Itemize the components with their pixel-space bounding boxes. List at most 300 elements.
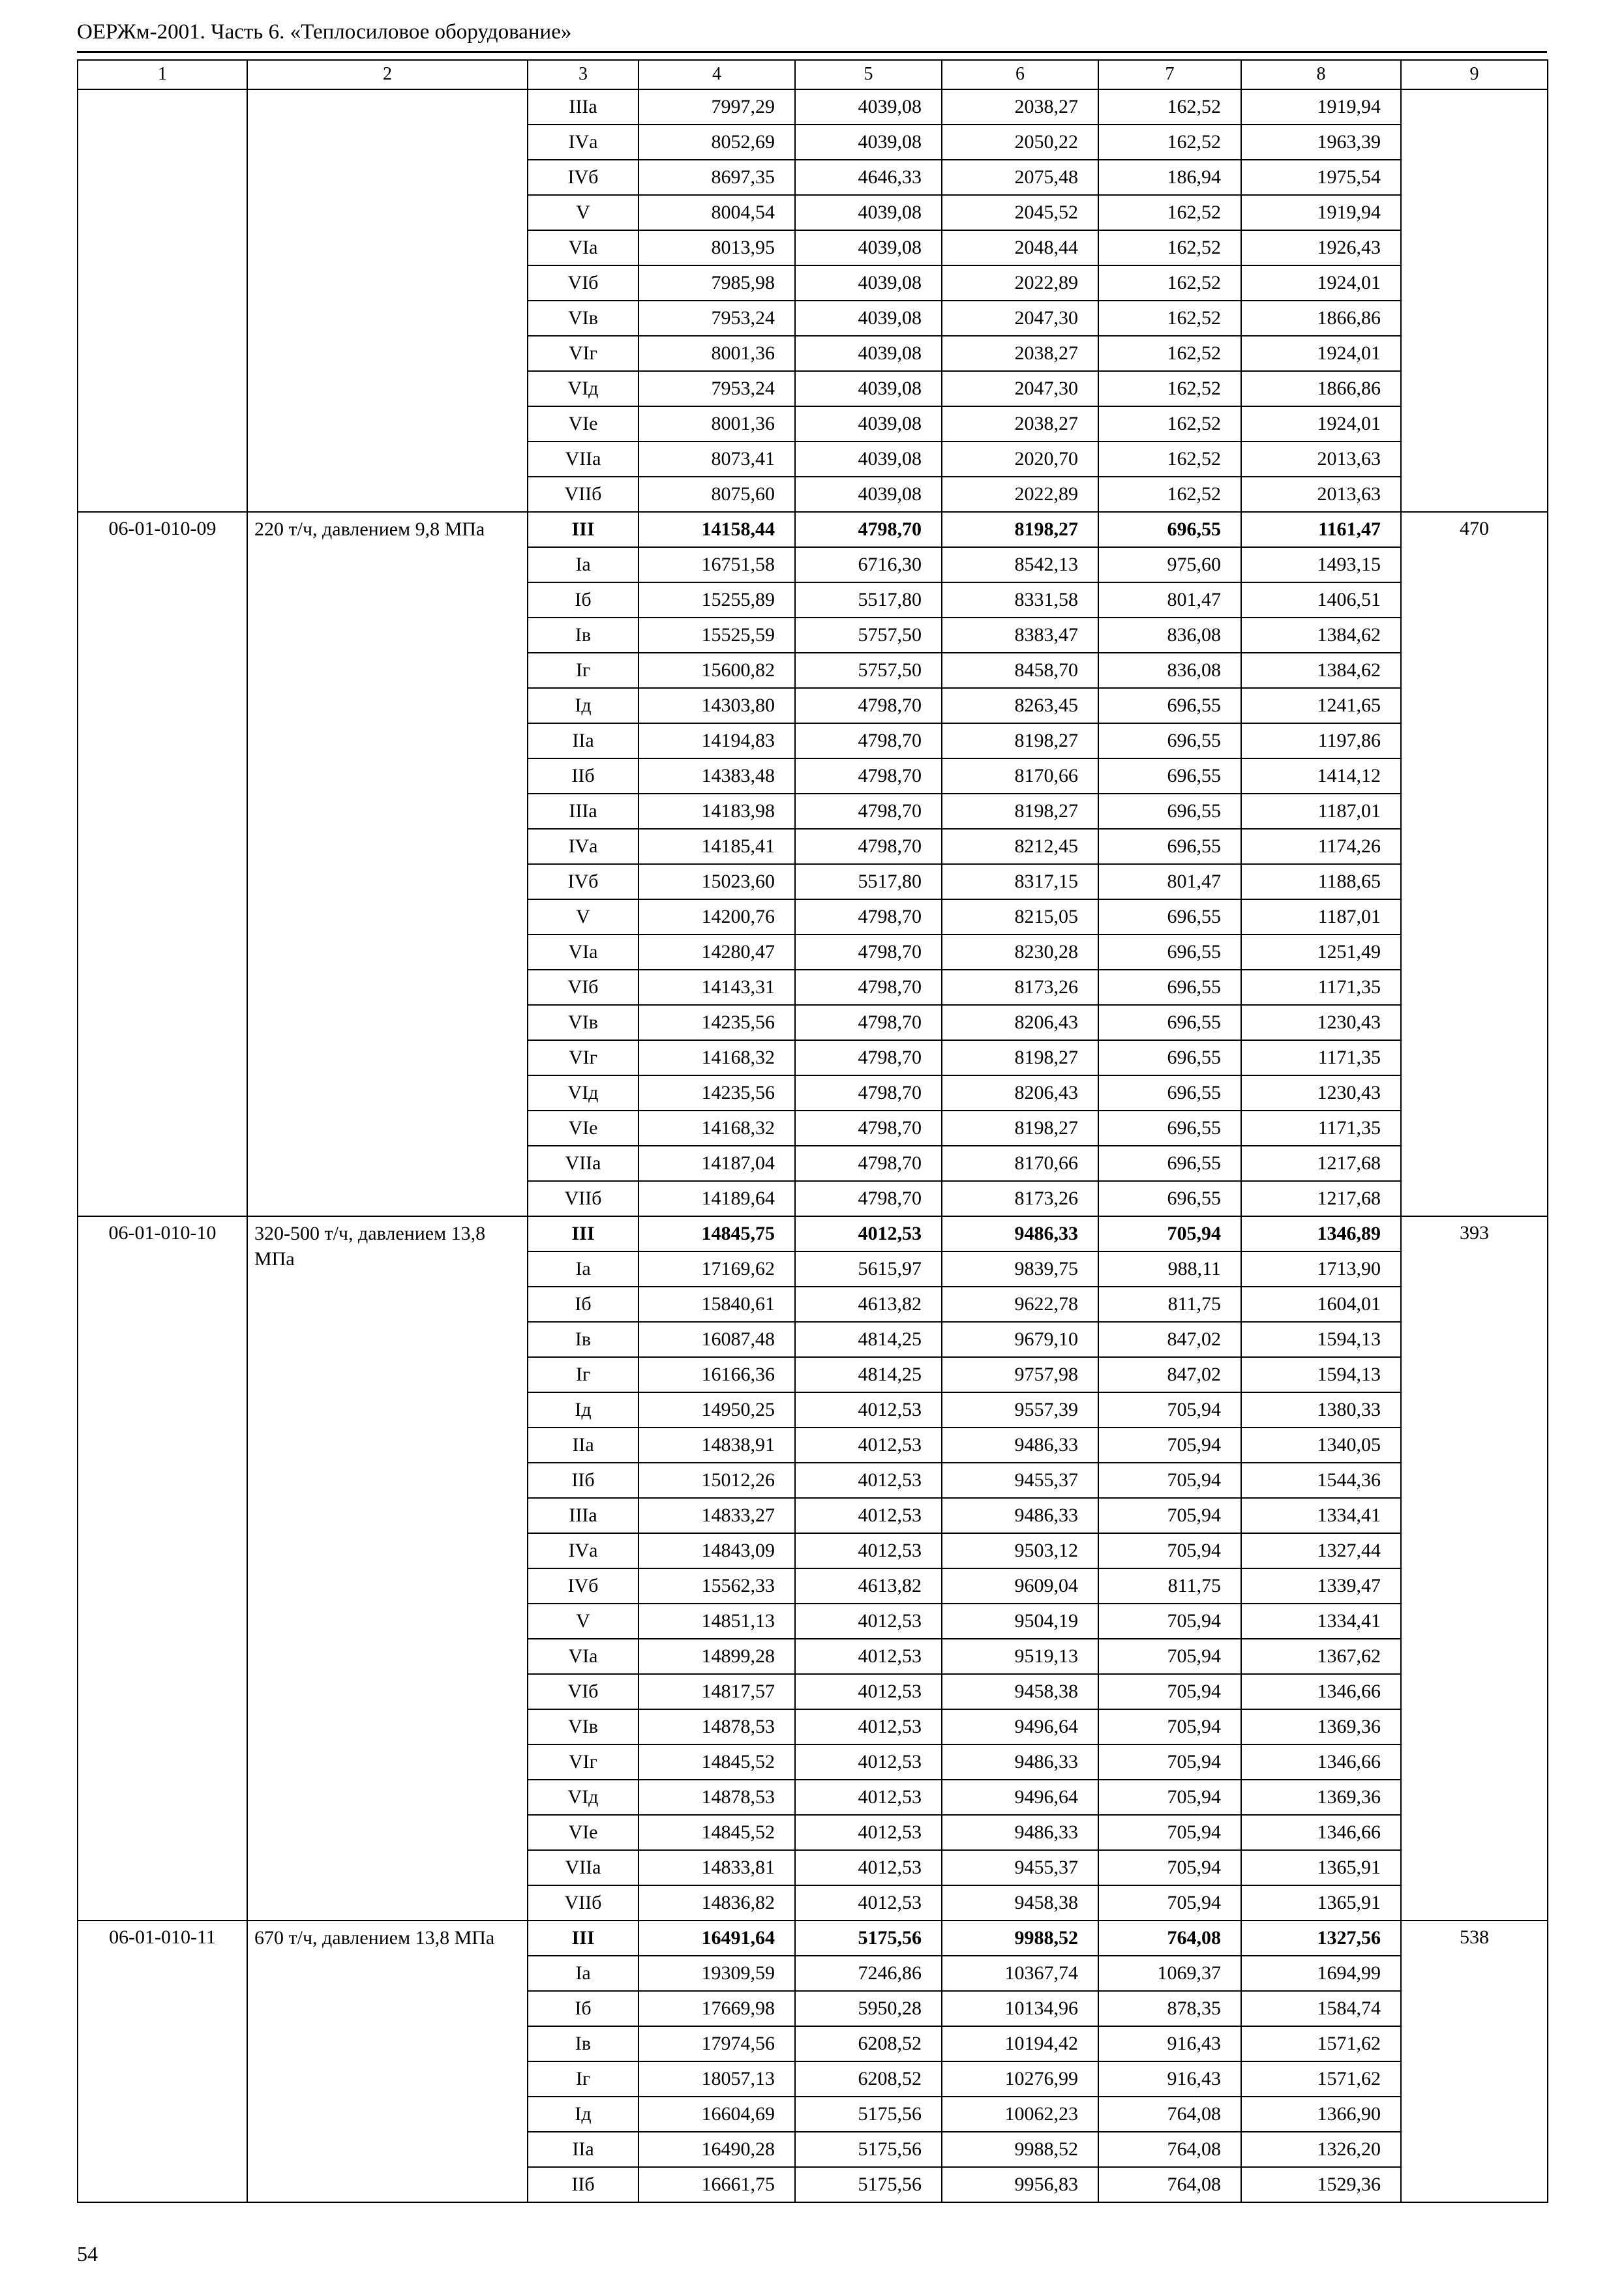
value-cell: 4039,08: [795, 441, 942, 477]
value-cell: 162,52: [1098, 195, 1241, 230]
value-cell: 162,52: [1098, 336, 1241, 371]
value-cell: 6208,52: [795, 2026, 942, 2061]
zone-cell: III: [528, 1216, 639, 1251]
zone-cell: Iа: [528, 547, 639, 582]
value-cell: 8206,43: [942, 1075, 1098, 1111]
value-cell: 15600,82: [639, 653, 795, 688]
value-cell: 4613,82: [795, 1568, 942, 1604]
value-cell: 1571,62: [1241, 2061, 1401, 2097]
value-cell: 696,55: [1098, 794, 1241, 829]
value-cell: 9486,33: [942, 1815, 1098, 1850]
value-cell: 18057,13: [639, 2061, 795, 2097]
value-cell: 1924,01: [1241, 336, 1401, 371]
value-cell: 2075,48: [942, 160, 1098, 195]
value-cell: 705,94: [1098, 1815, 1241, 1850]
zone-cell: V: [528, 1604, 639, 1639]
value-cell: 705,94: [1098, 1498, 1241, 1533]
zone-cell: VIIа: [528, 1146, 639, 1181]
value-cell: 4814,25: [795, 1322, 942, 1357]
value-cell: 15562,33: [639, 1568, 795, 1604]
value-cell: 9757,98: [942, 1357, 1098, 1392]
zone-cell: VIб: [528, 1674, 639, 1709]
value-cell: 4039,08: [795, 301, 942, 336]
col9-cell: 393: [1401, 1216, 1548, 1921]
zone-cell: V: [528, 899, 639, 935]
rate-code-cell: 06-01-010-10: [78, 1216, 247, 1921]
value-cell: 4012,53: [795, 1815, 942, 1850]
zone-cell: Iг: [528, 2061, 639, 2097]
value-cell: 8073,41: [639, 441, 795, 477]
value-cell: 1366,90: [1241, 2097, 1401, 2132]
zone-cell: VIг: [528, 1744, 639, 1780]
value-cell: 14303,80: [639, 688, 795, 723]
value-cell: 2020,70: [942, 441, 1098, 477]
value-cell: 4039,08: [795, 265, 942, 301]
zone-cell: Iб: [528, 582, 639, 618]
rate-description-cell: 220 т/ч, давлением 9,8 МПа: [247, 512, 528, 1216]
value-cell: 847,02: [1098, 1357, 1241, 1392]
value-cell: 8206,43: [942, 1005, 1098, 1040]
value-cell: 705,94: [1098, 1604, 1241, 1639]
value-cell: 1346,66: [1241, 1744, 1401, 1780]
value-cell: 1866,86: [1241, 371, 1401, 406]
value-cell: 2013,63: [1241, 477, 1401, 512]
value-cell: 9622,78: [942, 1287, 1098, 1322]
value-cell: 4039,08: [795, 89, 942, 125]
value-cell: 14235,56: [639, 1005, 795, 1040]
value-cell: 5517,80: [795, 582, 942, 618]
zone-cell: Iд: [528, 2097, 639, 2132]
value-cell: 14843,09: [639, 1533, 795, 1568]
value-cell: 9557,39: [942, 1392, 1098, 1428]
value-cell: 705,94: [1098, 1428, 1241, 1463]
value-cell: 1217,68: [1241, 1181, 1401, 1216]
value-cell: 705,94: [1098, 1216, 1241, 1251]
value-cell: 10194,42: [942, 2026, 1098, 2061]
value-cell: 2048,44: [942, 230, 1098, 265]
value-cell: 8001,36: [639, 336, 795, 371]
value-cell: 14235,56: [639, 1075, 795, 1111]
value-cell: 2038,27: [942, 89, 1098, 125]
value-cell: 4798,70: [795, 935, 942, 970]
zone-cell: IVб: [528, 160, 639, 195]
value-cell: 186,94: [1098, 160, 1241, 195]
value-cell: 9486,33: [942, 1428, 1098, 1463]
value-cell: 811,75: [1098, 1287, 1241, 1322]
value-cell: 1171,35: [1241, 1111, 1401, 1146]
value-cell: 9458,38: [942, 1885, 1098, 1921]
value-cell: 1924,01: [1241, 265, 1401, 301]
running-head: ОЕРЖм-2001. Часть 6. «Теплосиловое оборудование»: [77, 20, 1547, 53]
value-cell: 9956,83: [942, 2167, 1098, 2202]
value-cell: 847,02: [1098, 1322, 1241, 1357]
value-cell: 696,55: [1098, 1040, 1241, 1075]
value-cell: 162,52: [1098, 265, 1241, 301]
value-cell: 1924,01: [1241, 406, 1401, 441]
value-cell: 10367,74: [942, 1956, 1098, 1991]
zone-cell: VIб: [528, 265, 639, 301]
value-cell: 4039,08: [795, 406, 942, 441]
value-cell: 15023,60: [639, 864, 795, 899]
value-cell: 9496,64: [942, 1780, 1098, 1815]
value-cell: 1327,56: [1241, 1921, 1401, 1956]
value-cell: 4012,53: [795, 1498, 942, 1533]
value-cell: 8198,27: [942, 1040, 1098, 1075]
value-cell: 9496,64: [942, 1709, 1098, 1744]
value-cell: 9455,37: [942, 1463, 1098, 1498]
column-number-8: 8: [1241, 60, 1401, 89]
value-cell: 1174,26: [1241, 829, 1401, 864]
zone-cell: IIб: [528, 2167, 639, 2202]
value-cell: 4012,53: [795, 1780, 942, 1815]
zone-cell: Iд: [528, 688, 639, 723]
value-cell: 4012,53: [795, 1674, 942, 1709]
rate-description-cell: [247, 89, 528, 512]
value-cell: 162,52: [1098, 371, 1241, 406]
value-cell: 1694,99: [1241, 1956, 1401, 1991]
value-cell: 8004,54: [639, 195, 795, 230]
value-cell: 8458,70: [942, 653, 1098, 688]
value-cell: 4039,08: [795, 336, 942, 371]
value-cell: 4012,53: [795, 1216, 942, 1251]
zone-cell: Iг: [528, 653, 639, 688]
value-cell: 696,55: [1098, 758, 1241, 794]
column-number-1: 1: [78, 60, 247, 89]
value-cell: 1339,47: [1241, 1568, 1401, 1604]
value-cell: 975,60: [1098, 547, 1241, 582]
rate-description-cell: 320-500 т/ч, давлением 13,8 МПа: [247, 1216, 528, 1921]
value-cell: 14878,53: [639, 1709, 795, 1744]
column-number-7: 7: [1098, 60, 1241, 89]
value-cell: 4798,70: [795, 758, 942, 794]
value-cell: 8230,28: [942, 935, 1098, 970]
value-cell: 1251,49: [1241, 935, 1401, 970]
value-cell: 705,94: [1098, 1639, 1241, 1674]
zone-cell: Iв: [528, 618, 639, 653]
value-cell: 1544,36: [1241, 1463, 1401, 1498]
value-cell: 14836,82: [639, 1885, 795, 1921]
table-row: [78, 512, 1548, 547]
value-cell: 1713,90: [1241, 1251, 1401, 1287]
value-cell: 696,55: [1098, 935, 1241, 970]
col9-cell: 538: [1401, 1921, 1548, 2202]
value-cell: 19309,59: [639, 1956, 795, 1991]
value-cell: 9988,52: [942, 2132, 1098, 2167]
zone-cell: IIа: [528, 1428, 639, 1463]
value-cell: 1171,35: [1241, 1040, 1401, 1075]
zone-cell: Iб: [528, 1287, 639, 1322]
value-cell: 14183,98: [639, 794, 795, 829]
zone-cell: VIIб: [528, 1885, 639, 1921]
zone-cell: VIIа: [528, 441, 639, 477]
zone-cell: Iа: [528, 1956, 639, 1991]
table-row: [78, 1216, 1548, 1251]
value-cell: 1594,13: [1241, 1322, 1401, 1357]
value-cell: 10062,23: [942, 2097, 1098, 2132]
value-cell: 8052,69: [639, 125, 795, 160]
value-cell: 7246,86: [795, 1956, 942, 1991]
value-cell: 4814,25: [795, 1357, 942, 1392]
value-cell: 764,08: [1098, 2167, 1241, 2202]
value-cell: 4012,53: [795, 1639, 942, 1674]
zone-cell: IIа: [528, 723, 639, 758]
value-cell: 4039,08: [795, 230, 942, 265]
value-cell: 4012,53: [795, 1392, 942, 1428]
value-cell: 162,52: [1098, 406, 1241, 441]
column-number-row: [78, 60, 1548, 89]
zone-cell: VIе: [528, 1815, 639, 1850]
zone-cell: VIв: [528, 301, 639, 336]
column-number-3: 3: [528, 60, 639, 89]
value-cell: 1975,54: [1241, 160, 1401, 195]
value-cell: 4039,08: [795, 125, 942, 160]
zone-cell: VIа: [528, 230, 639, 265]
value-cell: 1334,41: [1241, 1498, 1401, 1533]
zone-cell: IVа: [528, 125, 639, 160]
value-cell: 16661,75: [639, 2167, 795, 2202]
value-cell: 4646,33: [795, 160, 942, 195]
value-cell: 4012,53: [795, 1885, 942, 1921]
zone-cell: IVа: [528, 829, 639, 864]
value-cell: 5757,50: [795, 653, 942, 688]
zone-cell: VIб: [528, 970, 639, 1005]
value-cell: 10276,99: [942, 2061, 1098, 2097]
column-number-5: 5: [795, 60, 942, 89]
value-cell: 8697,35: [639, 160, 795, 195]
value-cell: 14200,76: [639, 899, 795, 935]
value-cell: 2022,89: [942, 265, 1098, 301]
value-cell: 4798,70: [795, 1005, 942, 1040]
value-cell: 8198,27: [942, 723, 1098, 758]
value-cell: 1414,12: [1241, 758, 1401, 794]
value-cell: 14899,28: [639, 1639, 795, 1674]
value-cell: 14950,25: [639, 1392, 795, 1428]
zone-cell: IIа: [528, 2132, 639, 2167]
value-cell: 9679,10: [942, 1322, 1098, 1357]
value-cell: 8001,36: [639, 406, 795, 441]
value-cell: 696,55: [1098, 723, 1241, 758]
value-cell: 5950,28: [795, 1991, 942, 2026]
column-number-9: 9: [1401, 60, 1548, 89]
value-cell: 4798,70: [795, 1040, 942, 1075]
value-cell: 4012,53: [795, 1709, 942, 1744]
value-cell: 14833,81: [639, 1850, 795, 1885]
value-cell: 1161,47: [1241, 512, 1401, 547]
value-cell: 696,55: [1098, 1181, 1241, 1216]
value-cell: 1584,74: [1241, 1991, 1401, 2026]
value-cell: 14168,32: [639, 1111, 795, 1146]
zone-cell: IVб: [528, 1568, 639, 1604]
value-cell: 764,08: [1098, 2097, 1241, 2132]
value-cell: 916,43: [1098, 2026, 1241, 2061]
value-cell: 5757,50: [795, 618, 942, 653]
value-cell: 4798,70: [795, 970, 942, 1005]
value-cell: 14383,48: [639, 758, 795, 794]
value-cell: 1346,89: [1241, 1216, 1401, 1251]
value-cell: 7997,29: [639, 89, 795, 125]
value-cell: 705,94: [1098, 1744, 1241, 1780]
value-cell: 14185,41: [639, 829, 795, 864]
value-cell: 1406,51: [1241, 582, 1401, 618]
value-cell: 1380,33: [1241, 1392, 1401, 1428]
value-cell: 15012,26: [639, 1463, 795, 1498]
value-cell: 1529,36: [1241, 2167, 1401, 2202]
value-cell: 2013,63: [1241, 441, 1401, 477]
value-cell: 4798,70: [795, 899, 942, 935]
value-cell: 4798,70: [795, 1111, 942, 1146]
value-cell: 16166,36: [639, 1357, 795, 1392]
value-cell: 9486,33: [942, 1498, 1098, 1533]
value-cell: 4798,70: [795, 1181, 942, 1216]
value-cell: 8170,66: [942, 1146, 1098, 1181]
table-row: [78, 89, 1548, 125]
value-cell: 5517,80: [795, 864, 942, 899]
value-cell: 10134,96: [942, 1991, 1098, 2026]
value-cell: 17169,62: [639, 1251, 795, 1287]
value-cell: 9504,19: [942, 1604, 1098, 1639]
zone-cell: IVа: [528, 1533, 639, 1568]
value-cell: 1346,66: [1241, 1674, 1401, 1709]
value-cell: 14845,52: [639, 1815, 795, 1850]
value-cell: 696,55: [1098, 1146, 1241, 1181]
value-cell: 2022,89: [942, 477, 1098, 512]
value-cell: 7953,24: [639, 301, 795, 336]
value-cell: 988,11: [1098, 1251, 1241, 1287]
value-cell: 1926,43: [1241, 230, 1401, 265]
value-cell: 4012,53: [795, 1744, 942, 1780]
value-cell: 8383,47: [942, 618, 1098, 653]
value-cell: 811,75: [1098, 1568, 1241, 1604]
column-number-4: 4: [639, 60, 795, 89]
value-cell: 17974,56: [639, 2026, 795, 2061]
zone-cell: VIа: [528, 1639, 639, 1674]
value-cell: 696,55: [1098, 970, 1241, 1005]
zone-cell: VIг: [528, 336, 639, 371]
value-cell: 9503,12: [942, 1533, 1098, 1568]
zone-cell: IIIа: [528, 89, 639, 125]
value-cell: 1369,36: [1241, 1709, 1401, 1744]
value-cell: 4012,53: [795, 1604, 942, 1639]
value-cell: 14168,32: [639, 1040, 795, 1075]
value-cell: 14194,83: [639, 723, 795, 758]
value-cell: 2038,27: [942, 336, 1098, 371]
value-cell: 14280,47: [639, 935, 795, 970]
rates-table: [77, 59, 1548, 2203]
value-cell: 14845,75: [639, 1216, 795, 1251]
value-cell: 15255,89: [639, 582, 795, 618]
value-cell: 1384,62: [1241, 618, 1401, 653]
value-cell: 696,55: [1098, 512, 1241, 547]
value-cell: 1346,66: [1241, 1815, 1401, 1850]
value-cell: 162,52: [1098, 89, 1241, 125]
value-cell: 5175,56: [795, 1921, 942, 1956]
value-cell: 162,52: [1098, 477, 1241, 512]
value-cell: 9458,38: [942, 1674, 1098, 1709]
value-cell: 8173,26: [942, 1181, 1098, 1216]
value-cell: 705,94: [1098, 1463, 1241, 1498]
value-cell: 9609,04: [942, 1568, 1098, 1604]
value-cell: 5175,56: [795, 2097, 942, 2132]
value-cell: 696,55: [1098, 899, 1241, 935]
value-cell: 696,55: [1098, 688, 1241, 723]
value-cell: 705,94: [1098, 1674, 1241, 1709]
value-cell: 1963,39: [1241, 125, 1401, 160]
col9-cell: [1401, 89, 1548, 512]
value-cell: 8317,15: [942, 864, 1098, 899]
value-cell: 1384,62: [1241, 653, 1401, 688]
value-cell: 801,47: [1098, 864, 1241, 899]
zone-cell: VIд: [528, 1075, 639, 1111]
value-cell: 4798,70: [795, 829, 942, 864]
value-cell: 4039,08: [795, 371, 942, 406]
value-cell: 2047,30: [942, 301, 1098, 336]
value-cell: 9455,37: [942, 1850, 1098, 1885]
value-cell: 8198,27: [942, 1111, 1098, 1146]
value-cell: 1340,05: [1241, 1428, 1401, 1463]
zone-cell: VIв: [528, 1709, 639, 1744]
zone-cell: Iв: [528, 1322, 639, 1357]
column-number-6: 6: [942, 60, 1098, 89]
value-cell: 696,55: [1098, 829, 1241, 864]
value-cell: 8075,60: [639, 477, 795, 512]
zone-cell: IVб: [528, 864, 639, 899]
zone-cell: IIIа: [528, 794, 639, 829]
value-cell: 8212,45: [942, 829, 1098, 864]
value-cell: 4039,08: [795, 195, 942, 230]
value-cell: 1334,41: [1241, 1604, 1401, 1639]
zone-cell: VIд: [528, 371, 639, 406]
value-cell: 14851,13: [639, 1604, 795, 1639]
value-cell: 1188,65: [1241, 864, 1401, 899]
zone-cell: III: [528, 1921, 639, 1956]
rate-code-cell: [78, 89, 247, 512]
value-cell: 14845,52: [639, 1744, 795, 1780]
value-cell: 1171,35: [1241, 970, 1401, 1005]
value-cell: 836,08: [1098, 618, 1241, 653]
value-cell: 162,52: [1098, 301, 1241, 336]
value-cell: 705,94: [1098, 1850, 1241, 1885]
value-cell: 696,55: [1098, 1005, 1241, 1040]
value-cell: 8215,05: [942, 899, 1098, 935]
value-cell: 2045,52: [942, 195, 1098, 230]
value-cell: 8198,27: [942, 512, 1098, 547]
rate-description-cell: 670 т/ч, давлением 13,8 МПа: [247, 1921, 528, 2202]
value-cell: 705,94: [1098, 1392, 1241, 1428]
value-cell: 8173,26: [942, 970, 1098, 1005]
value-cell: 696,55: [1098, 1075, 1241, 1111]
value-cell: 4012,53: [795, 1850, 942, 1885]
value-cell: 1919,94: [1241, 195, 1401, 230]
value-cell: 6208,52: [795, 2061, 942, 2097]
value-cell: 705,94: [1098, 1885, 1241, 1921]
value-cell: 1604,01: [1241, 1287, 1401, 1322]
value-cell: 5175,56: [795, 2132, 942, 2167]
zone-cell: VIе: [528, 1111, 639, 1146]
value-cell: 6716,30: [795, 547, 942, 582]
value-cell: 14143,31: [639, 970, 795, 1005]
value-cell: 14838,91: [639, 1428, 795, 1463]
zone-cell: Iб: [528, 1991, 639, 2026]
value-cell: 764,08: [1098, 2132, 1241, 2167]
zone-cell: IIб: [528, 1463, 639, 1498]
value-cell: 14187,04: [639, 1146, 795, 1181]
value-cell: 162,52: [1098, 125, 1241, 160]
value-cell: 15525,59: [639, 618, 795, 653]
value-cell: 1187,01: [1241, 899, 1401, 935]
zone-cell: V: [528, 195, 639, 230]
zone-cell: Iд: [528, 1392, 639, 1428]
zone-cell: VIд: [528, 1780, 639, 1815]
